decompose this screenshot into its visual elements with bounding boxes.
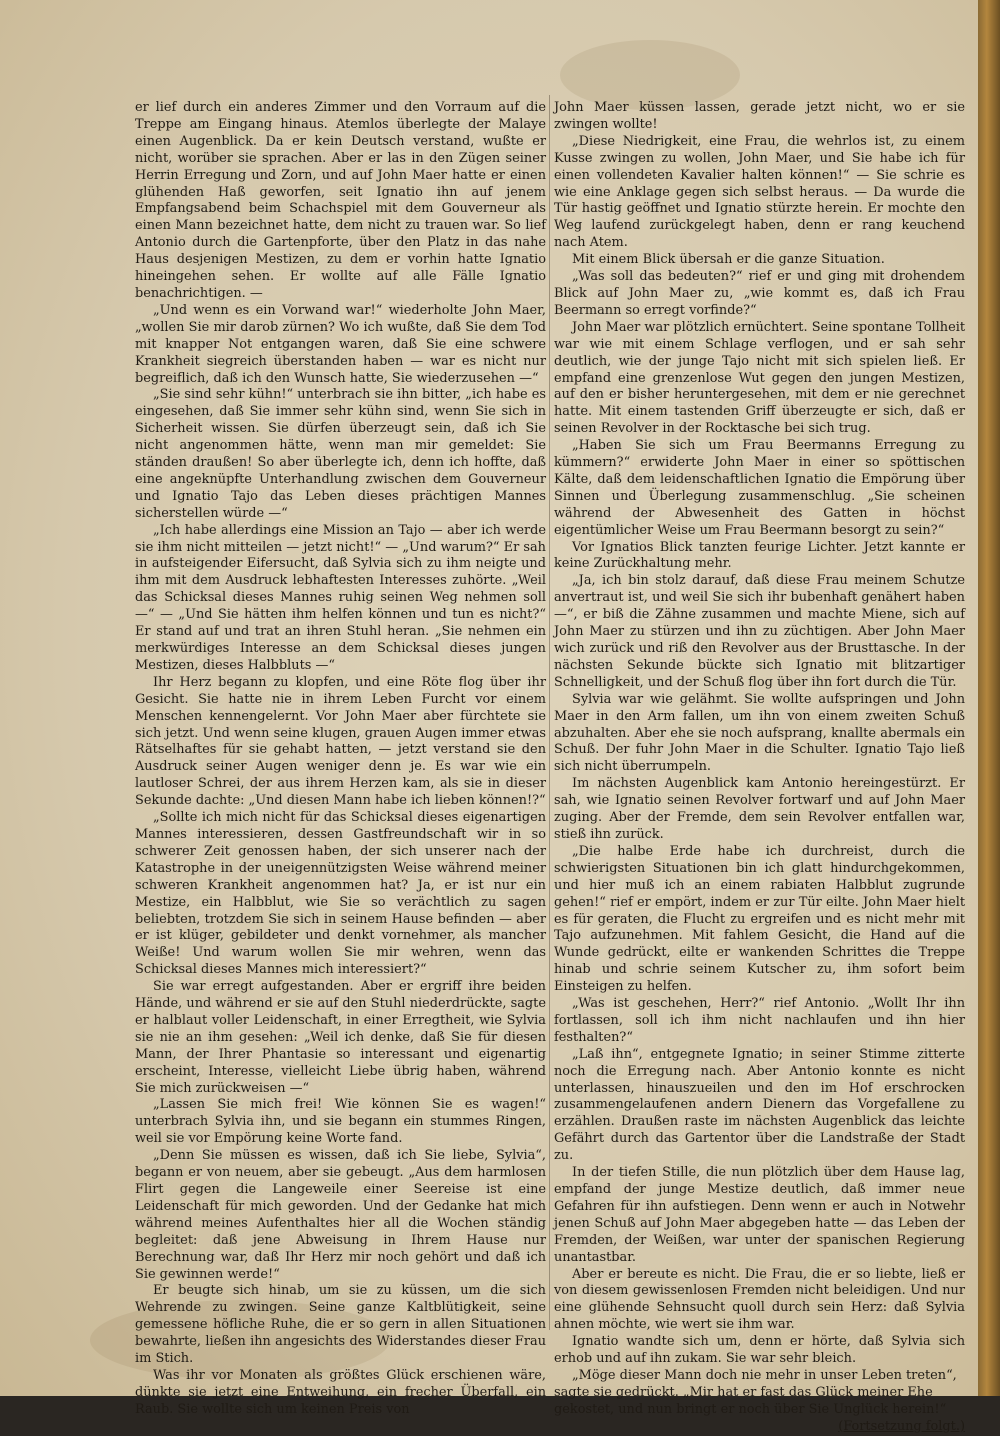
paragraph: „Laß ihn“, entgegnete Ignatio; in seiner Stimme zitterte noch die Erregung nach. Aber Antonio konnte es nicht unterlassen, hinauszueilen und den im Hof erschrocken zusammengelaufenen andern Dienern das Vorgefallene zu erzählen. Draußen raste im nächsten Augenblick das leichte Gefährt durch das Gartentor über die Landstraße der Stadt zu. [554, 1046, 965, 1164]
paragraph: „Sie sind sehr kühn!“ unterbrach sie ihn bitter, „ich habe es eingesehen, daß Sie immer sehr kühn sind, wenn Sie sich in Sicherheit wissen. Sie dürfen überzeugt sein, daß ich Sie nicht angenommen hätte, wenn man mir gemeldet: Sie ständen draußen! So aber überlegte ich, denn ich hoffte, daß eine angeknüpfte Unterhandlung zwischen dem Gouverneur und Ignatio Tajo das Leben dieses prächtigen Mannes sicherstellen würde —“ [135, 387, 546, 521]
paragraph: „Diese Niedrigkeit, eine Frau, die wehrlos ist, zu einem Kusse zwingen zu wollen, John Maer, und Sie habe ich für einen vollendeten Kavalier halten können!“ — Sie schrie es wie eine Anklage gegen sich selbst heraus. — Da wurde die Tür hastig geöffnet und Ignatio stürzte herein. Er mochte den Weg laufend zurückgelegt haben, denn er rang keuchend nach Atem. [554, 133, 965, 251]
paragraph: „Was soll das bedeuten?“ rief er und ging mit drohendem Blick auf John Maer zu, „wie kommt es, daß ich Frau Beermann so erregt vorfinde?“ [554, 269, 965, 318]
paragraph: Mit einem Blick übersah er die ganze Situation. [572, 252, 885, 268]
paragraph: John Maer küssen lassen, gerade jetzt nicht, wo er sie zwingen wollte! [554, 100, 965, 132]
right-column [554, 100, 965, 1434]
paragraph: Was ihr vor Monaten als größtes Glück erschienen wäre, dünkte sie jetzt eine Entweihung, ein frecher Überfall, ein Raub. Sie wollte sich um keinen Preis von [135, 1367, 546, 1417]
paragraph: In der tiefen Stille, die nun plötzlich über dem Hause lag, empfand der junge Mestize deutlich, daß immer neue Gefahren für ihn aufstiegen. Denn wenn er auch in Notwehr jenen Schuß auf John Maer abgegeben hatte — das Leben der Fremden, der Weißen, war unter der spanischen Regierung unantastbar. [554, 1165, 965, 1265]
paragraph: „Was ist geschehen, Herr?“ rief Antonio. „Wollt Ihr ihn fortlassen, soll ich ihm nicht nachlaufen und ihn hier festhalten?“ [554, 996, 965, 1045]
page-edge [978, 0, 1000, 1396]
paragraph: Ihr Herz begann zu klopfen, und eine Röte flog über ihr Gesicht. Sie hatte nie in ihrem Leben Furcht vor einem Menschen kennengelernt. Vor John Maer aber fürchtete sie sich jetzt. Und wenn seine klugen, grauen Augen immer etwas Rätselhaftes für sie gehabt hatten, — jetzt verstand sie den Ausdruck seiner Augen weniger denn je. Es war wie ein lautloser Schrei, der aus ihrem Herzen kam, als sie in dieser Sekunde dachte: „Und diesen Mann habe ich lieben können!?“ [135, 674, 546, 809]
paragraph: Er beugte sich hinab, um sie zu küssen, um die sich Wehrende zu zwingen. Seine ganze Kaltblütigkeit, seine gemessene höfliche Ruhe, die er so gern in allen Situationen bewahrte, ließen ihn angesichts des Widerstandes dieser Frau im Stich. [135, 1283, 546, 1367]
paragraph: „Die halbe Erde habe ich durchreist, durch die schwierigsten Situationen bin ich glatt hindurchgekommen, und hier muß ich an einem rabiaten Halbblut zugrunde gehen!“ rief er empört, indem er zur Tür eilte. John Maer hielt es für geraten, die Flucht zu ergreifen und es nicht mehr mit Tajo aufzunehmen. Mit fahlem Gesicht, die Hand auf die Wunde gedrückt, eilte er wankenden Schrittes die Treppe hinab und schrie seinem Kutscher zu, ihm sofort beim Einsteigen zu helfen. [554, 843, 965, 995]
left-column [135, 100, 546, 1417]
paragraph: Aber er bereute es nicht. Die Frau, die er so liebte, ließ er von diesem gewissenlosen Fremden nicht beleidigen. Und nur eine glühende Sehnsucht quoll durch sein Herz: daß Sylvia ahnen möchte, wie wert sie ihm war. [554, 1266, 965, 1333]
paragraph: Sie war erregt aufgestanden. Aber er ergriff ihre beiden Hände, und während er sie auf den Stuhl niederdrückte, sagte er halblaut voller Leidenschaft, in einer Erregtheit, wie Sylvia sie nie an ihm gesehen: „Weil ich denke, daß Sie für diesen Mann, der Ihrer Phantasie so interessant und eigenartig erscheint, Interesse, vielleicht Liebe übrig haben, während Sie mich zurückweisen —“ [135, 979, 546, 1096]
paragraph: Ignatio wandte sich um, denn er hörte, daß Sylvia sich erhob und auf ihn zukam. Sie war sehr bleich. [554, 1334, 965, 1367]
paragraph: „Haben Sie sich um Frau Beermanns Erregung zu kümmern?“ erwiderte John Maer in einer so spöttischen Kälte, daß dem leidenschaftlichen Ignatio die Empörung über Sinnen und Überlegung zusammenschlug. „Sie scheinen während der Abwesenheit des Gatten in höchst eigentümlicher Weise um Frau Beermann besorgt zu sein?“ [554, 438, 965, 538]
column-divider [549, 95, 550, 1330]
paragraph: „Und wenn es ein Vorwand war!“ wiederholte John Maer, „wollen Sie mir darob zürnen? Wo ich wußte, daß Sie dem Tod mit knapper Not entgangen waren, daß Sie eine schwere Krankheit siegreich überstanden haben — war es nicht nur begreiflich, daß ich den Wunsch hatte, Sie wiederzusehen —“ [135, 302, 546, 386]
to-be-continued-note: (Fortsetzung folgt.) [838, 1418, 965, 1434]
final-paragraph [554, 1367, 965, 1434]
paragraph: „Ich habe allerdings eine Mission an Tajo — aber ich werde sie ihm nicht mitteilen — jetzt nicht!“ — „Und warum?“ Er sah in aufsteigender Eifersucht, daß Sylvia sich zu ihm neigte und ihm mit dem Ausdruck lebhaftesten Interesses zuhörte. „Weil das Schicksal dieses Mannes ruhig seinen Weg nehmen soll —“ — „Und Sie hätten ihm helfen können und tun es nicht?“ Er stand auf und trat an ihren Stuhl heran. „Sie nehmen ein merkwürdiges Interesse an dem Schicksal dieses jungen Mestizen, dieses Halbbluts —“ [135, 522, 546, 673]
paragraph: „Ja, ich bin stolz darauf, daß diese Frau meinem Schutze anvertraut ist, und weil Sie sich ihr bubenhaft genähert haben —“, er biß die Zähne zusammen und machte Miene, sich auf John Maer zu stürzen und ihn zu züchtigen. Aber John Maer wich zurück und riß den Revolver aus der Brusttasche. In der nächsten Sekunde bückte sich Ignatio mit blitzartiger Schnelligkeit, und der Schuß flog über ihn fort durch die Tür. [554, 573, 965, 690]
paragraph: „Denn Sie müssen es wissen, daß ich Sie liebe, Sylvia“, begann er von neuem, aber sie gebeugt. „Aus dem harmlosen Flirt gegen die Langeweile einer Seereise ist eine Leidenschaft für mich geworden. Und der Gedanke hat mich während meines Aufenthaltes hier all die Wochen ständig begleitet: daß jene Abweisung in Ihrem Hause nur Berechnung war, daß Ihr Herz mir noch gehört und daß ich Sie gewinnen werde!“ [135, 1148, 546, 1282]
paragraph: „Möge dieser Mann doch nie mehr in unser Leben treten“, sagte sie gedrückt. „Mir hat er fast das Glück meiner Ehe gekostet, und nun bringt er noch über Sie Unglück herein!“ [554, 1367, 957, 1417]
paragraph: er lief durch ein anderes Zimmer und den Vorraum auf die Treppe am Eingang hinaus. Atemlos überlegte der Malaye einen Augenblick. Da er kein Deutsch verstand, wußte er nicht, worüber sie sprachen. Aber er las in den Zügen seiner Herrin Erregung und Zorn, und auf John Maer hatte er einen glühenden Haß geworfen, seit Ignatio ihn auf jenem Empfangsabend beim Schachspiel mit dem Gouverneur als einen Mann bezeichnet hatte, dem nicht zu trauen war. So lief Antonio durch die Gartenpforte, über den Platz in das nahe Haus desjenigen Mestizen, zu dem er vorhin hatte Ignatio hineingehen sehen. Er wollte auf alle Fälle Ignatio benachrichtigen. — [135, 100, 546, 301]
paragraph: Im nächsten Augenblick kam Antonio hereingestürzt. Er sah, wie Ignatio seinen Revolver fortwarf und auf John Maer zuging. Aber der Fremde, dem sein Revolver entfallen war, stieß ihn zurück. [554, 776, 965, 842]
paragraph: „Sollte ich mich nicht für das Schicksal dieses eigenartigen Mannes interessieren, dessen Gastfreundschaft wir in so schwerer Zeit genossen haben, der sich unserer nach der Katastrophe in der uneigennützigsten Weise während meiner schweren Krankheit angenommen hat? Ja, er ist nur ein Mestize, ein Halbblut, wie Sie so verächtlich zu sagen beliebten, trotzdem Sie sich in seinem Hause befinden — aber er ist klüger, gebildeter und denkt vornehmer, als mancher Weiße! Und warum wollen Sie mir wehren, wenn das Schicksal dieses Mannes mich interessiert?“ [135, 810, 546, 978]
paragraph: Sylvia war wie gelähmt. Sie wollte aufspringen und John Maer in den Arm fallen, um ihn von einem zweiten Schuß abzuhalten. Aber ehe sie noch aufsprang, knallte abermals ein Schuß. Der fuhr John Maer in die Schulter. Ignatio Tajo ließ sich nicht überrumpeln. [554, 691, 965, 775]
paragraph: „Lassen Sie mich frei! Wie können Sie es wagen!“ unterbrach Sylvia ihn, und sie begann ein stummes Ringen, weil sie vor Empörung keine Worte fand. [135, 1097, 546, 1147]
paragraph: Vor Ignatios Blick tanzten feurige Lichter. Jetzt kannte er keine Zurückhaltung mehr. [554, 539, 965, 572]
paragraph: John Maer war plötzlich ernüchtert. Seine spontane Tollheit war wie mit einem Schlage verflogen, und er sah sehr deutlich, wie der junge Tajo nicht mit sich spielen ließ. Er empfand eine grenzenlose Wut gegen den jungen Mestizen, auf den er bisher heruntergesehen, mit dem er nie gerechnet hatte. Mit einem tastenden Griff überzeugte er sich, daß er seinen Revolver in der Rocktasche bei sich trug. [554, 319, 965, 437]
